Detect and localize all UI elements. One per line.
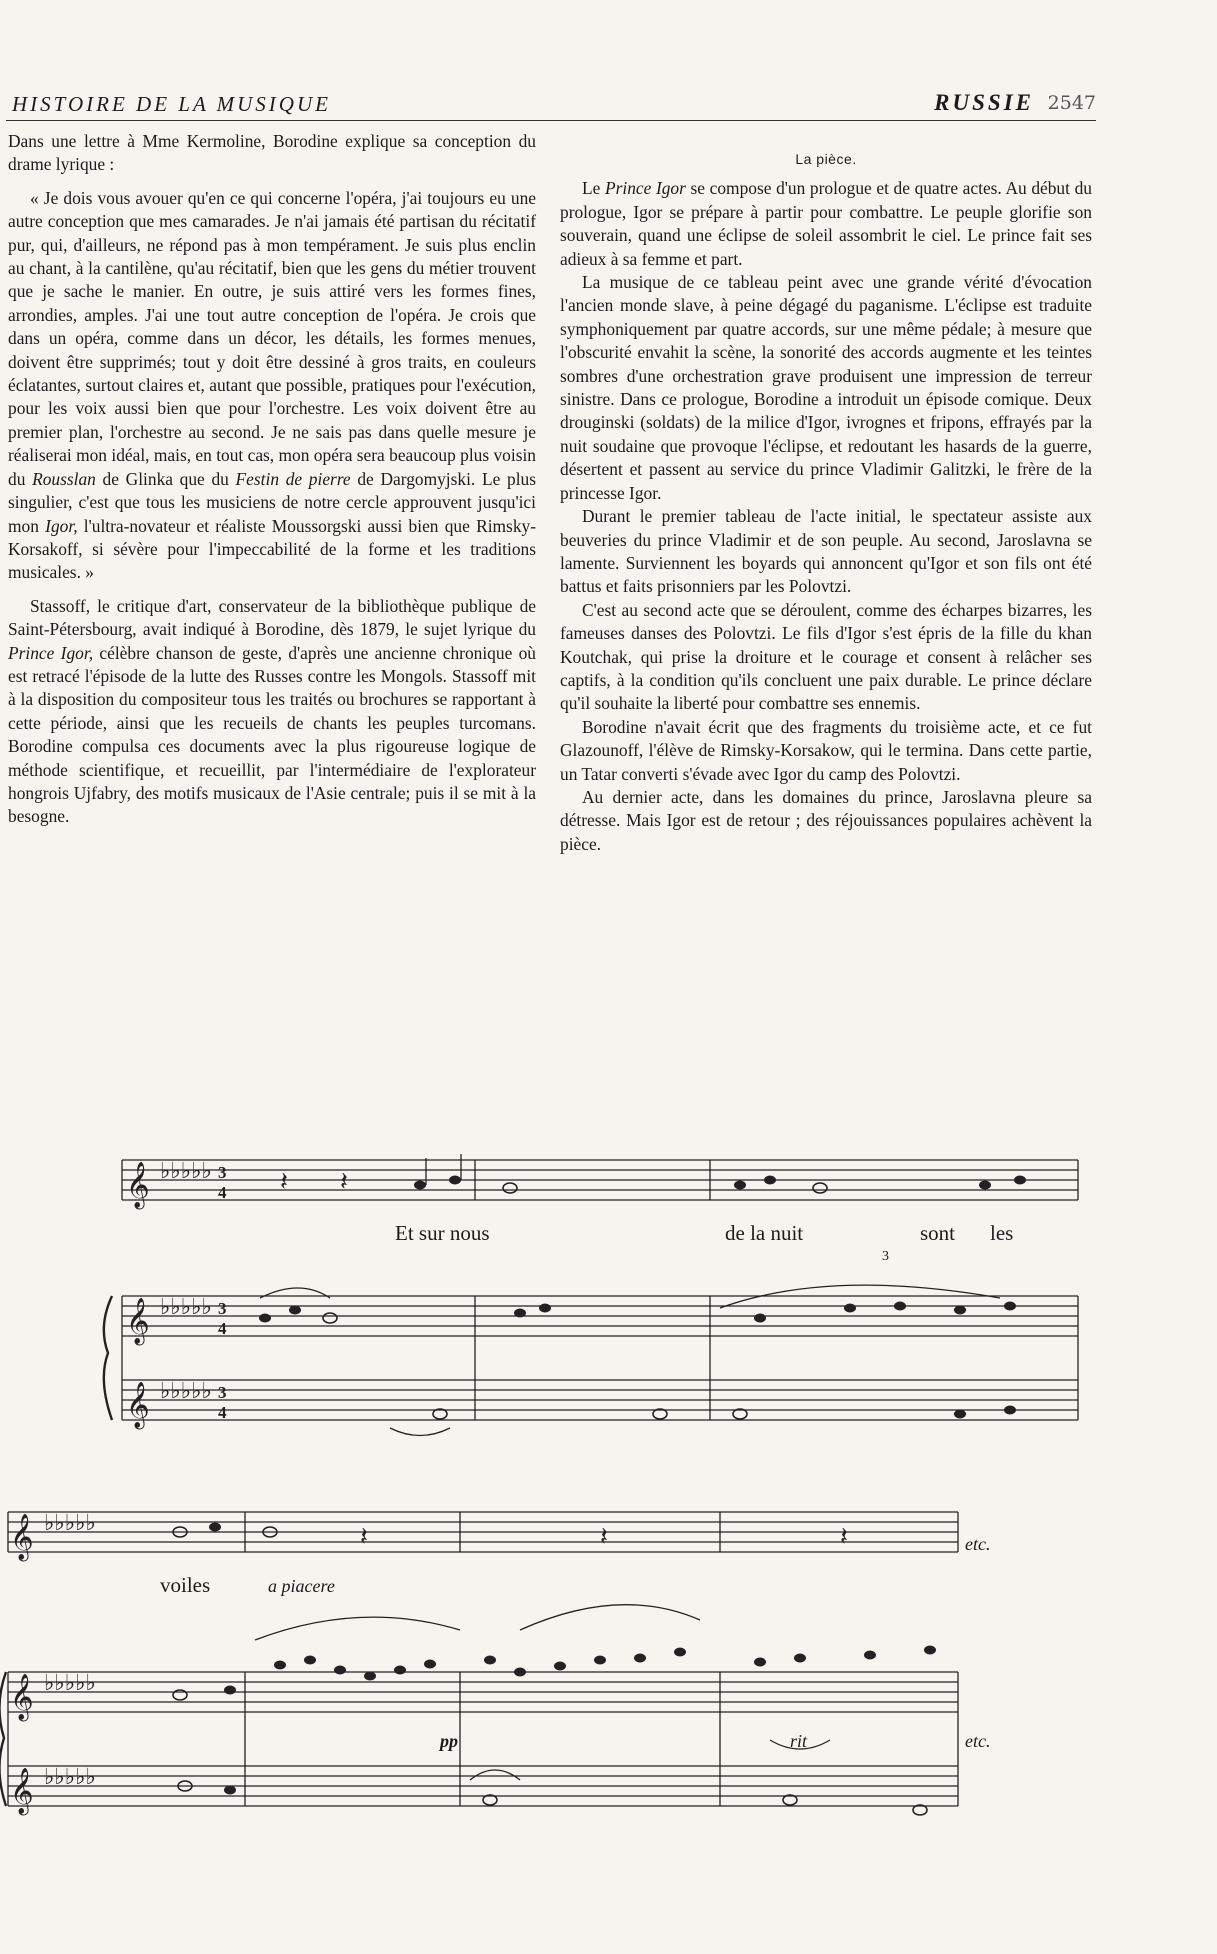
paragraph: Le Prince Igor se compose d'un prologue et de quatre actes. Au début du prologue, Igor se prépare à partir pour combattre. Le peuple glorifie son souverain, quand une éclipse de soleil assombrit le ciel. Le prince fait ses adieux à sa femme et part. [560,178,1092,269]
voice-staff [122,1160,1078,1200]
paragraph: Stassoff, le critique d'art, conservateur de la bibliothèque publique de Saint-Pétersbourg, avait indiqué à Borodine, dès 1879, le sujet lyrique du Prince Igor, célèbre chanson de geste, d'après une ancienne chronique où est retracé l'épisode de la lutte des Russes contre les Mongols. Stassoff mit à la disposition du compositeur tous les traités ou brochures se rapportant à cette période, ainsi que les recueils de chants les peuples turcomans. Borodine compulsa ces documents avec la plus rigoureuse logique de méthode scientifique, et recueillit, par l'intermédiaire de l'explorateur hongrois Ujfabry, des motifs musicaux de l'Asie centrale; puis il se mit à la besogne. [8,595,537,827]
svg-text:♭♭♭♭♭: ♭♭♭♭♭ [44,1510,96,1535]
lyric: les [990,1221,1014,1245]
svg-text:4: 4 [218,1319,227,1338]
header-section: RUSSIE [934,90,1034,115]
treble-clef-icon: 𝄞 [10,1768,34,1813]
piano-notes [173,1646,936,1816]
tempo-marking: a piacere [268,1576,335,1596]
score-2-svg [0,1490,1217,1860]
lyric: sont [920,1221,956,1245]
treble-clef-icon: 𝄞 [126,1298,150,1343]
lyrics [395,1221,1013,1264]
section-subhead: La pièce. [795,151,857,167]
svg-text:𝄽: 𝄽 [360,1522,368,1551]
treble-clef-icon: 𝄞 [126,1382,150,1427]
piano-treble-staff [8,1672,958,1712]
dynamic-marking: pp [440,1731,458,1751]
svg-text:𝄽: 𝄽 [340,1167,348,1196]
piano-notes [259,1302,1016,1420]
svg-text:♭♭♭♭♭: ♭♭♭♭♭ [160,1378,212,1403]
svg-text:3: 3 [218,1383,227,1402]
page-number: 2547 [1047,92,1096,114]
paragraph: Dans une lettre à Mme Kermoline, Borodine explique sa conception du drame lyrique : [8,131,536,175]
paragraph: La musique de ce tableau peint avec une grande vérité d'évocation l'ancien monde slave, à peine dégagé du paganisme. L'éclipse est traduite symphoniquement par quatre accords, sur une même pédale; à mesure que l'obscurité envahit la scène, la sonorité des accords augmente et les teintes sombres d'une orchestration grave produisent une impression de terreur sinistre. Dans ce prologue, Borodine a introduit un épisode comique. Deux drouginski (soldats) de la milice d'Igor, ivrognes et fripons, effrayés par la nuit soudaine que provoque l'éclipse, et redoutant les hasards de la guerre, désertent et passent au service du prince Vladimir Galitzki, le frère de la princesse Igor. [560,272,1092,503]
paragraph: Au dernier acte, dans les domaines du prince, Jaroslavna pleure sa détresse. Mais Igor est de retour ; des réjouissances populaires achèvent la pièce. [560,786,1092,854]
voice-staff [8,1512,958,1552]
etc-mark: etc. [965,1731,991,1751]
triplet-mark: 3 [882,1249,889,1264]
treble-clef-icon: 𝄞 [126,1162,150,1207]
voice-notes [173,1522,848,1551]
paragraph: Borodine n'avait écrit que des fragments du troisième acte, et ce fut Glazounoff, l'élève de Rimsky-Korsakow, qui le termina. Dans cette partie, un Tatar converti s'évade avec Igor du camp des Polovtzi. [560,716,1092,784]
svg-text:𝄽: 𝄽 [600,1522,608,1551]
piano-bass-staff [122,1380,1078,1420]
lyric: de la nuit [725,1221,804,1245]
svg-text:𝄽: 𝄽 [280,1167,288,1196]
score-2-text [160,1534,990,1751]
paragraph: C'est au second acte que se déroulent, comme des écharpes bizarres, les fameuses danses des Polovtzi. Le fils d'Igor s'est épris de la fille du khan Koutchak, qui prise la droiture et le courage et consent à relâcher ses captifs, à la condition qu'ils concluent une paix durable. Le prince déclare qu'il souhaite la liberté pour combattre ses ennemis. [560,599,1092,714]
svg-text:3: 3 [218,1163,227,1182]
treble-clef-icon: 𝄞 [10,1514,34,1559]
treble-clef-icon: 𝄞 [10,1674,34,1719]
paragraph: Durant le premier tableau de l'acte initial, le spectateur assiste aux beuveries du prince Vladimir et de son peuple. Au second, Jaroslavna se lamente. Surviennent les boyards qui annoncent qu'Igor et son fils ont été battus et faits prisonniers par les Polovtzi. [560,506,1092,597]
etc-mark: etc. [965,1534,991,1554]
header-title: HISTOIRE DE LA MUSIQUE [12,92,331,116]
time-signature [218,1163,227,1422]
ritardando-mark: rit [790,1731,808,1751]
svg-text:4: 4 [218,1403,227,1422]
right-column [560,130,1092,856]
lyric: Et sur nous [395,1221,490,1245]
svg-text:♭♭♭♭♭: ♭♭♭♭♭ [160,1158,212,1183]
svg-text:♭♭♭♭♭: ♭♭♭♭♭ [44,1764,96,1789]
svg-text:♭♭♭♭♭: ♭♭♭♭♭ [44,1670,96,1695]
svg-text:3: 3 [218,1299,227,1318]
music-score-system-2 [0,1490,1217,1860]
key-signature [160,1158,212,1403]
running-header [6,88,1096,121]
lyric: voiles [160,1573,211,1597]
letter-quote: « Je dois vous avouer qu'en ce qui concerne l'opéra, j'ai toujours eu une autre conception que mes camarades. Je n'ai jamais été partisan du récitatif pur, qui, d'ailleurs, ne répond pas à mon tempérament. Je suis plus enclin au chant, à la cantilène, qu'au récitatif, bien que les gens du métier trouvent que je sache le manier. En outre, je suis attiré vers les formes fines, arrondies, amples. J'ai une tout autre conception de l'opéra. Je crois que dans un opéra, comme dans un décor, les détails, les formes menues, doivent être supprimés; tout y doit être dessiné à gros traits, en couleurs éclatantes, surtout claires et, autant que possible, pratiques pour l'exécution, pour les voix aussi bien que pour l'orchestre. Les voix doivent être au premier plan, l'orchestre au second. Je ne sais pas dans quelle mesure je réaliserai mon idéal, mais, en tout cas, mon opéra sera beaucoup plus voisin du Rousslan de Glinka que du Festin de pierre de Dargomyjski. Le plus singulier, c'est que tous les musiciens de notre cercle approuvent jusqu'ici mon Igor, l'ultra-novateur et réaliste Moussorgski aussi bien que Rimsky-Korsakoff, si sévère pour l'impeccabilité de la forme et les traditions musicales. » [8,187,536,583]
svg-text:♭♭♭♭♭: ♭♭♭♭♭ [160,1294,212,1319]
score-1-svg [0,1148,1217,1448]
svg-text:4: 4 [218,1183,227,1202]
left-column [8,130,536,829]
music-score-system-1 [0,1148,1217,1448]
svg-text:𝄽: 𝄽 [840,1522,848,1551]
